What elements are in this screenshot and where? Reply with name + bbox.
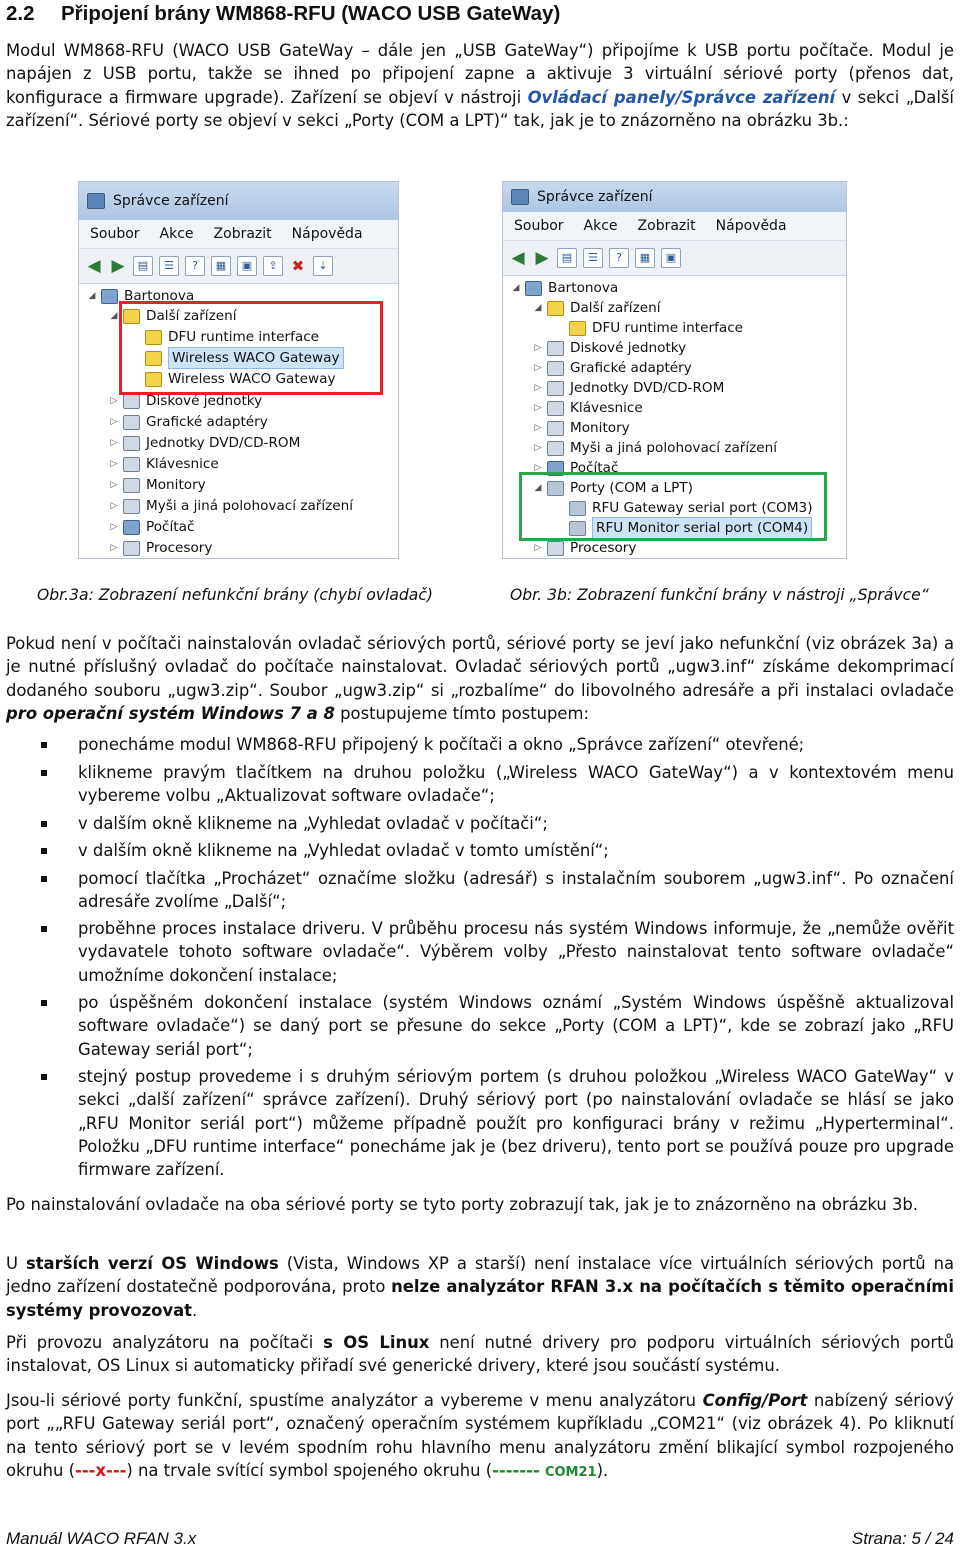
section-number: 2.2 <box>6 2 35 25</box>
toolbar <box>79 249 398 284</box>
dvd-icon <box>123 436 140 451</box>
menu-zobrazit: Zobrazit <box>637 218 696 234</box>
driver-paragraph: Pokud není v počítači nainstalován ovladač sériových portů, sériové porty se jeví jako nefunkční (viz obrázek 3a) a je nutné příslušný ovladač do počítače nainstalovat. Ovladač sériových portů „ugw3.inf“ získáme dekomprimací dodaného souboru „ugw3.zip“. Soubor „ugw3.zip“ si „rozbalíme“ do libovolného adresáře a při instalaci ovladače pro operační systém Windows 7 a 8 postupujeme tímto postupem: <box>6 634 954 723</box>
scan-icon: ▣ <box>237 256 257 276</box>
enable-icon: ⇣ <box>313 256 333 276</box>
footer-page-number: Strana: 5 / 24 <box>851 1529 954 1548</box>
bullet-square-icon <box>41 848 47 854</box>
config-paragraph: Jsou-li sériové porty funkční, spustíme analyzátor a vybereme v menu analyzátoru Config/Port nabízený sériový port „„RFU Gateway seriál port“, označený operačním systémem kupříkladu „COM21“ (viz obrázek 4). Po kliknutí na tento sériový port se v levém spodním rohu hlavního menu analyzátoru změní blikající symbol rozpojeného okruhu (---x---) na trvale svítící symbol spojeného okruhu (------- COM21). <box>6 1391 954 1480</box>
after-install-paragraph: Po nainstalování ovladače na oba sériové porty se tyto porty zobrazují tak, jak je to znázorněno na obrázku 3b. <box>6 1195 919 1214</box>
toolbar <box>503 241 846 276</box>
forward-icon: ▶ <box>535 248 549 268</box>
tree-item: ▷ Jednotky DVD/CD-ROM <box>534 380 725 396</box>
processor-icon <box>123 541 140 556</box>
tree-item: Wireless WACO Gateway <box>131 348 344 368</box>
bullet-square-icon <box>41 770 47 776</box>
config-port-menu: Config/Port <box>702 1391 808 1410</box>
bullet-square-icon <box>41 926 47 932</box>
tree-item: ▷ Klávesnice <box>110 456 219 472</box>
tree-item: ▷ Jednotky DVD/CD-ROM <box>110 435 301 451</box>
caption-3b: Obr. 3b: Zobrazení funkční brány v nástroji „Správce“ <box>510 586 929 604</box>
device-manager-icon <box>511 189 529 205</box>
older-windows-paragraph: U starších verzí OS Windows (Vista, Windows XP a starší) není instalace více virtuálních sériových portů na jedno zařízení dostatečně podporována, proto nelze analyzátor RFAN 3.x na počítačích s těmito operačními systémy provozovat. <box>6 1254 955 1320</box>
disk-icon <box>547 341 564 356</box>
menu-bar <box>79 220 398 249</box>
keyboard-icon <box>547 401 564 416</box>
monitor-icon <box>547 421 564 436</box>
help-icon: ? <box>609 248 629 268</box>
tree-item: ▷ Myši a jiná polohovací zařízení <box>110 498 354 514</box>
tree-item: ▷ Monitory <box>534 420 630 436</box>
scan-icon: ▣ <box>661 248 681 268</box>
computer-icon <box>525 281 542 296</box>
properties-icon: ▤ <box>557 248 577 268</box>
display-adapter-icon <box>547 361 564 376</box>
device-manager-path: Ovládací panely/Správce zařízení <box>527 87 836 107</box>
back-icon: ◀ <box>511 248 525 268</box>
grid-icon: ▦ <box>635 248 655 268</box>
bullet-item: v dalším okně klikneme na „Vyhledat ovladač v tomto umístění“; <box>6 839 954 862</box>
display-adapter-icon <box>123 415 140 430</box>
tree-item: ▷ Procesory <box>110 540 213 556</box>
mouse-icon <box>123 499 140 514</box>
disconnected-symbol: ---x--- <box>75 1460 127 1480</box>
computer-icon <box>123 520 140 535</box>
monitor-icon <box>123 478 140 493</box>
device-manager-icon <box>87 193 105 209</box>
menu-bar <box>503 212 846 241</box>
list-icon: ☰ <box>583 248 603 268</box>
tree-item: ▷ Počítač <box>534 460 619 476</box>
highlight-box-red <box>119 301 383 395</box>
tree-item: ▷ Počítač <box>110 519 195 535</box>
bullet-item: klikneme pravým tlačítkem na druhou položku („Wireless WACO GateWay“) a v kontextovém menu vybereme volbu „Aktualizovat software ovladače“; <box>6 761 954 808</box>
tree-item: RFU Monitor serial port (COM4) <box>555 518 812 538</box>
connected-com-label: COM21 <box>544 1464 597 1480</box>
screenshot-3b <box>502 181 847 559</box>
tree-item: Wireless WACO Gateway <box>131 369 336 389</box>
section-heading <box>6 2 560 26</box>
bullet-square-icon <box>41 1074 47 1080</box>
bullet-item: v dalším okně klikneme na „Vyhledat ovladač v počítači“; <box>6 812 954 835</box>
bullet-item: proběhne proces instalace driveru. V průběhu procesu nás systém Windows informuje, že „nemůže ověřit vydavatele tohoto software ovladače“. Výběrem volby „Přesto nainstalovat tento software ovladače“ umožníme dokončení instalace; <box>6 917 954 987</box>
caption-3a: Obr.3a: Zobrazení nefunkční brány (chybí ovladač) <box>37 586 434 604</box>
tree-item: ◢ Porty (COM a LPT) <box>534 480 693 496</box>
section-title: Připojení brány WM868-RFU (WACO USB GateWay) <box>61 2 561 25</box>
back-icon: ◀ <box>87 256 101 276</box>
tree-item: ◢ Další zařízení <box>110 308 237 324</box>
window-titlebar: Správce zařízení <box>79 182 398 220</box>
tree-item: ▷ Klávesnice <box>534 400 643 416</box>
update-driver-icon: ⇪ <box>263 256 283 276</box>
keyboard-icon <box>123 457 140 472</box>
tree-item: ◢ Bartonova <box>512 280 619 296</box>
menu-akce: Akce <box>583 218 618 234</box>
tree-item: ▷ Myši a jiná polohovací zařízení <box>534 440 778 456</box>
tree-item: ▷ Procesory <box>534 540 637 556</box>
list-icon: ☰ <box>159 256 179 276</box>
computer-icon <box>101 289 118 304</box>
grid-icon: ▦ <box>211 256 231 276</box>
bullet-square-icon <box>41 1000 47 1006</box>
bullet-square-icon <box>41 821 47 827</box>
tree-item: ▷ Grafické adaptéry <box>110 414 268 430</box>
menu-napoveda: Nápověda <box>715 218 787 234</box>
help-icon: ? <box>185 256 205 276</box>
tree-item: DFU runtime interface <box>555 318 743 338</box>
menu-napoveda: Nápověda <box>291 226 363 242</box>
mouse-icon <box>547 441 564 456</box>
bullet-item: ponecháme modul WM868-RFU připojený k počítači a okno „Správce zařízení“ otevřené; <box>6 733 954 756</box>
window-titlebar: Správce zařízení <box>503 182 846 212</box>
bullet-square-icon <box>41 876 47 882</box>
menu-akce: Akce <box>159 226 194 242</box>
tree-item: ◢ Další zařízení <box>534 300 661 316</box>
bullet-square-icon <box>41 742 47 748</box>
tree-item: DFU runtime interface <box>131 327 319 347</box>
processor-icon <box>547 541 564 556</box>
tree-item: ◢ Bartonova <box>88 288 195 304</box>
forward-icon: ▶ <box>111 256 125 276</box>
footer-manual-title: Manuál WACO RFAN 3.x <box>6 1529 197 1548</box>
menu-zobrazit: Zobrazit <box>213 226 272 242</box>
tree-item: ▷ Grafické adaptéry <box>534 360 692 376</box>
bullet-item: stejný postup provedeme i s druhým sériovým portem (s druhou položkou „Wireless WACO GateWay“ v sekci „další zařízení“ správce zařízení). Druhý sériový port (po nainstalování ovladače se hlásí se jako „RFU Monitor seriál port“) můžeme případně použít pro konfiguraci brány v režimu „Hyperterminal“. Položku „DFU runtime interface“ ponecháme jak je (bez driveru), tento port se používá pouze pro upgrade firmware zařízení. <box>6 1065 954 1181</box>
tree-item: ▷ Diskové jednotky <box>534 340 687 356</box>
menu-soubor: Soubor <box>514 218 564 234</box>
intro-paragraph: Modul WM868-RFU (WACO USB GateWay – dále jen „USB GateWay“) připojíme k USB portu počítače. Modul je napájen z USB portu, takže se ihned po připojení zapne a aktivuje 3 virtuální sériové porty (přenos dat, konfigurace a firmware upgrade). Zařízení se objeví v nástroji Ovládací panely/Správce zařízení v sekci „Další zařízení“. Sériové porty se objeví v sekci „Porty (COM a LPT)“ tak, jak je to znázorněno na obrázku 3b.: <box>6 41 954 130</box>
uninstall-icon: ✖ <box>291 257 305 275</box>
tree-item: RFU Gateway serial port (COM3) <box>555 498 813 518</box>
tree-item: ▷ Monitory <box>110 477 206 493</box>
screenshot-3a <box>78 181 399 559</box>
connected-symbol: ------- <box>492 1460 540 1480</box>
disk-icon <box>123 394 140 409</box>
highlight-box-green <box>519 472 827 541</box>
properties-icon: ▤ <box>133 256 153 276</box>
warning-device-icon <box>547 301 564 316</box>
menu-soubor: Soubor <box>90 226 140 242</box>
bullet-item: pomocí tlačítka „Procházet“ označíme složku (adresář) s instalačním souborem „ugw3.inf“. Po označení adresáře zvolíme „Další“; <box>6 867 954 914</box>
warning-device-icon <box>569 321 586 336</box>
dvd-icon <box>547 381 564 396</box>
tree-item: ▷ Diskové jednotky <box>110 393 263 409</box>
bullet-item: po úspěšném dokončení instalace (systém Windows oznámí „Systém Windows úspěšně aktualizoval software ovladače“) se daný port se přesune do sekce „Porty (COM a LPT)“, kde se zobrazí jako „RFU Gateway seriál port“; <box>6 991 954 1061</box>
linux-paragraph: Při provozu analyzátoru na počítači s OS Linux není nutné drivery pro podporu virtuálních sériových portů instalovat, OS Linux si automaticky přiřadí své generické drivery, které jsou součástí systému. <box>6 1333 954 1376</box>
